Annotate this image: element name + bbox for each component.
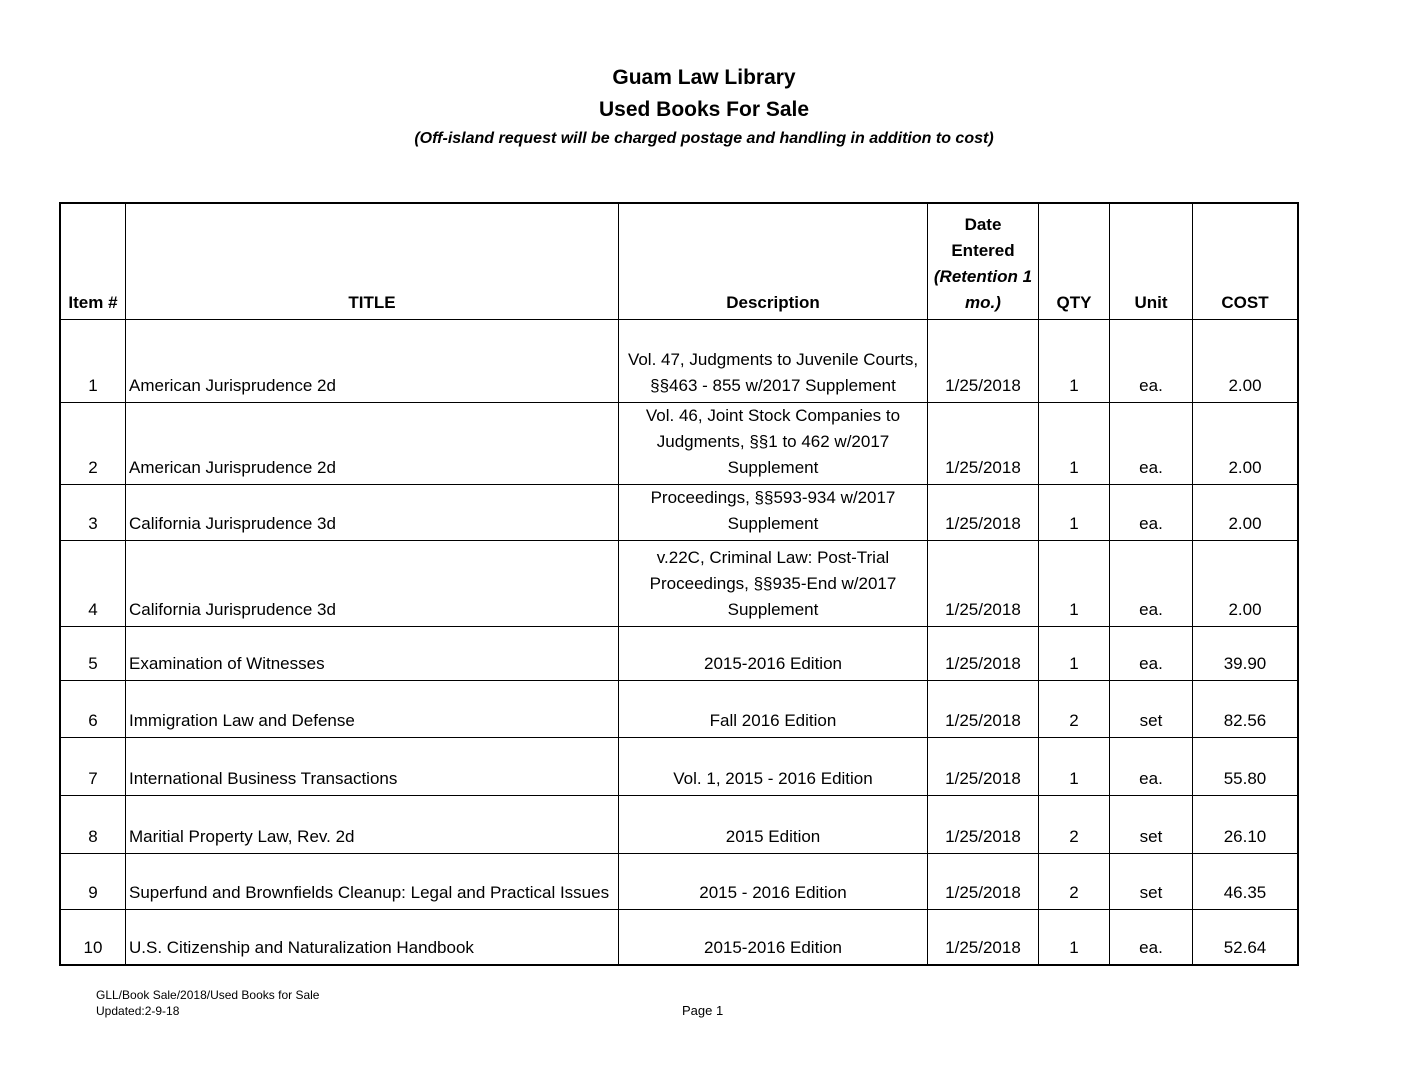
- cell-cost: 2.00: [1193, 484, 1299, 540]
- table-row: [60, 909, 1298, 965]
- cell-date: 1/25/2018: [928, 737, 1039, 795]
- cell-title: Superfund and Brownfields Cleanup: Legal and Practical Issues: [126, 853, 619, 909]
- cell-unit: ea.: [1110, 737, 1193, 795]
- cell-title: California Jurisprudence 3d: [126, 484, 619, 540]
- cell-qty: 1: [1039, 626, 1110, 680]
- cell-item: 5: [60, 626, 126, 680]
- header-unit: Unit: [1110, 203, 1193, 319]
- cell-description: Vol. 47, Judgments to Juvenile Courts, §§463 - 855 w/2017 Supplement: [619, 319, 928, 402]
- cell-cost: 55.80: [1193, 737, 1299, 795]
- cell-description: Vol. 46, Joint Stock Companies to Judgments, §§1 to 462 w/2017 Supplement: [619, 402, 928, 484]
- cell-title: Maritial Property Law, Rev. 2d: [126, 795, 619, 853]
- header-qty: QTY: [1039, 203, 1110, 319]
- cell-title: American Jurisprudence 2d: [126, 319, 619, 402]
- document-title: Guam Law Library: [612, 66, 796, 89]
- cell-description: 2015-2016 Edition: [619, 909, 928, 965]
- cell-cost: 52.64: [1193, 909, 1299, 965]
- cell-qty: 1: [1039, 737, 1110, 795]
- cell-cost: 2.00: [1193, 402, 1299, 484]
- table-row: [60, 540, 1298, 626]
- cell-description: 2015-2016 Edition: [619, 626, 928, 680]
- cell-date: 1/25/2018: [928, 484, 1039, 540]
- cell-date: 1/25/2018: [928, 909, 1039, 965]
- cell-date: 1/25/2018: [928, 540, 1039, 626]
- cell-cost: 39.90: [1193, 626, 1299, 680]
- cell-description: Vol. 1, 2015 - 2016 Edition: [619, 737, 928, 795]
- footer-updated-date: Updated:2-9-18: [96, 1004, 180, 1018]
- table-row: [60, 402, 1298, 484]
- cell-qty: 2: [1039, 795, 1110, 853]
- cell-cost: 82.56: [1193, 680, 1299, 737]
- cell-unit: ea.: [1110, 626, 1193, 680]
- header-description: Description: [619, 203, 928, 319]
- table-row: [60, 319, 1298, 402]
- cell-item: 8: [60, 795, 126, 853]
- cell-item: 3: [60, 484, 126, 540]
- cell-description: 2015 - 2016 Edition: [619, 853, 928, 909]
- cell-unit: ea.: [1110, 909, 1193, 965]
- cell-cost: 46.35: [1193, 853, 1299, 909]
- cell-date: 1/25/2018: [928, 319, 1039, 402]
- document-subtitle: Used Books For Sale: [598, 98, 810, 121]
- footer-file-path: GLL/Book Sale/2018/Used Books for Sale: [96, 988, 320, 1002]
- header-date: [928, 203, 1039, 319]
- header-date-line2: Entered: [951, 240, 1015, 260]
- cell-title: Immigration Law and Defense: [126, 680, 619, 737]
- cell-qty: 1: [1039, 909, 1110, 965]
- table-row: [60, 484, 1298, 540]
- cell-item: 10: [60, 909, 126, 965]
- cell-item: 1: [60, 319, 126, 402]
- cell-qty: 1: [1039, 484, 1110, 540]
- cell-cost: 2.00: [1193, 319, 1299, 402]
- cell-cost: 2.00: [1193, 540, 1299, 626]
- header-title: TITLE: [126, 203, 619, 319]
- cell-qty: 2: [1039, 853, 1110, 909]
- cell-description: Proceedings, §§593-934 w/2017 Supplement: [619, 484, 928, 540]
- cell-unit: set: [1110, 853, 1193, 909]
- page-number: Page 1: [682, 1003, 724, 1018]
- table-row: [60, 853, 1298, 909]
- cell-date: 1/25/2018: [928, 680, 1039, 737]
- header-date-line1: Date: [964, 214, 1002, 234]
- cell-item: 9: [60, 853, 126, 909]
- cell-description: 2015 Edition: [619, 795, 928, 853]
- header-date-retention: (Retention 1 mo.): [933, 266, 1033, 312]
- cell-title: U.S. Citizenship and Naturalization Handbook: [126, 909, 619, 965]
- header-cost: COST: [1193, 203, 1299, 319]
- table-row: [60, 626, 1298, 680]
- cell-unit: ea.: [1110, 402, 1193, 484]
- table-row: [60, 680, 1298, 737]
- cell-description: v.22C, Criminal Law: Post-Trial Proceedings, §§935-End w/2017 Supplement: [619, 540, 928, 626]
- cell-date: 1/25/2018: [928, 853, 1039, 909]
- cell-title: Examination of Witnesses: [126, 626, 619, 680]
- cell-unit: ea.: [1110, 484, 1193, 540]
- cell-date: 1/25/2018: [928, 795, 1039, 853]
- cell-cost: 26.10: [1193, 795, 1299, 853]
- cell-date: 1/25/2018: [928, 626, 1039, 680]
- cell-unit: set: [1110, 680, 1193, 737]
- cell-qty: 2: [1039, 680, 1110, 737]
- table-row: [60, 737, 1298, 795]
- cell-title: International Business Transactions: [126, 737, 619, 795]
- cell-item: 7: [60, 737, 126, 795]
- header-item: Item #: [60, 203, 126, 319]
- cell-unit: set: [1110, 795, 1193, 853]
- cell-item: 6: [60, 680, 126, 737]
- books-table: [59, 202, 1299, 966]
- cell-item: 2: [60, 402, 126, 484]
- table-header-row: [60, 203, 1298, 319]
- table-row: [60, 795, 1298, 853]
- cell-title: American Jurisprudence 2d: [126, 402, 619, 484]
- cell-unit: ea.: [1110, 540, 1193, 626]
- cell-item: 4: [60, 540, 126, 626]
- cell-title: California Jurisprudence 3d: [126, 540, 619, 626]
- cell-date: 1/25/2018: [928, 402, 1039, 484]
- cell-qty: 1: [1039, 319, 1110, 402]
- cell-unit: ea.: [1110, 319, 1193, 402]
- cell-description: Fall 2016 Edition: [619, 680, 928, 737]
- shipping-note: (Off-island request will be charged postage and handling in addition to cost): [414, 130, 994, 147]
- cell-qty: 1: [1039, 540, 1110, 626]
- cell-qty: 1: [1039, 402, 1110, 484]
- footer-file-info: [96, 987, 319, 1019]
